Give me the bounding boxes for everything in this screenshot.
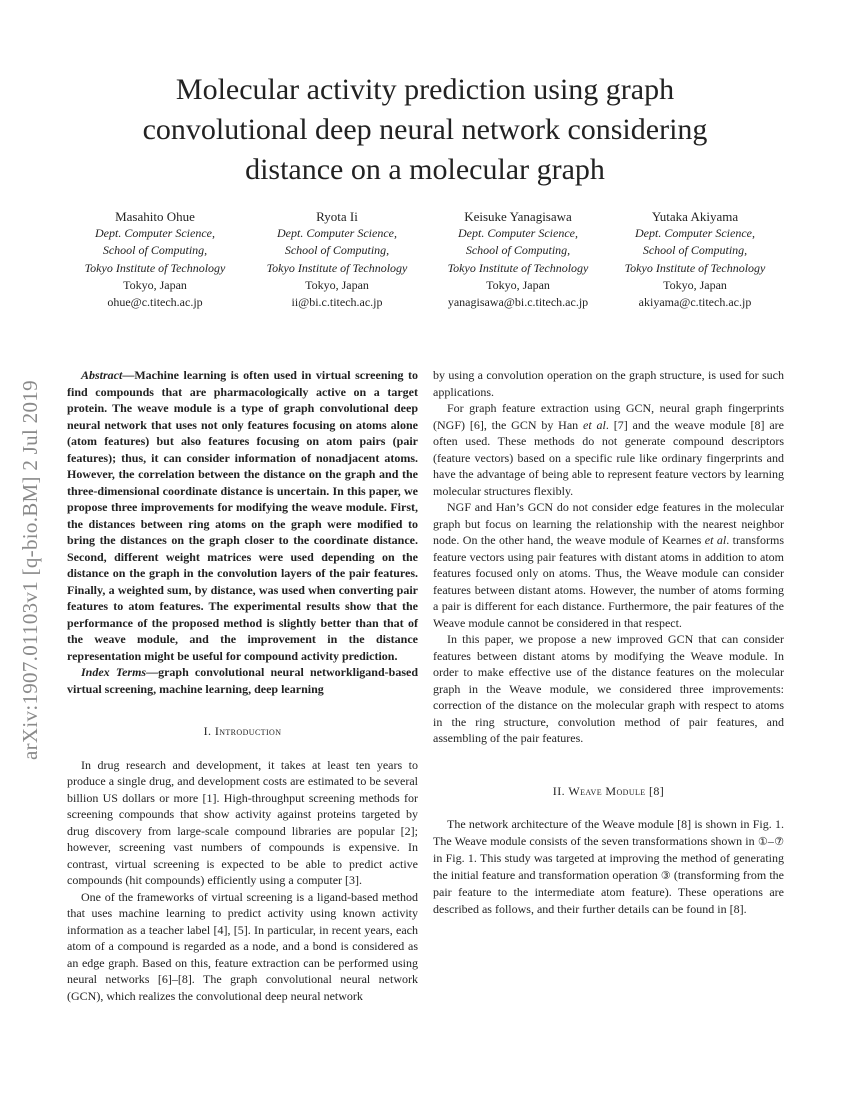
author-email: yanagisawa@bi.c.titech.ac.jp [447,295,589,310]
right-column [433,367,784,917]
circled-one-symbol: ① [757,834,768,848]
title-line-3: distance on a molecular graph [245,153,605,186]
author-institution: Tokyo Institute of Technology [84,260,226,275]
author-3 [428,208,608,311]
paragraph [433,816,784,917]
author-school: School of Computing, [284,243,390,258]
author-dept: Dept. Computer Science, [635,226,755,241]
author-email: ohue@c.titech.ac.jp [107,295,203,310]
paragraph: In drug research and development, it takes at least ten years to produce a single drug, and development costs are estimated to be several billion US dollars or more [1]. High-throughput screening methods for screening compounds that show activity against proteins targeted by drug discovery from large-scale compound libraries are popular [2]; however, screening vast numbers of compounds is expensive. In contrast, virtual screening is expected to be able to predict active compounds (hit compounds) efficiently using a computer [3]. [67,757,418,887]
author-city: Tokyo, Japan [486,277,550,292]
author-institution: Tokyo Institute of Technology [266,260,408,275]
section-numeral: II. [552,783,569,798]
section-heading-weave-module [433,783,784,800]
right-body [433,367,784,747]
author-block [65,208,785,308]
index-terms-text: —graph convolutional neural networkligand-based virtual screening, machine learning, deep learning [67,665,418,696]
paper-title [60,70,790,190]
paragraph: by using a convolution operation on the graph structure, is used for such applications. [433,368,784,399]
author-name: Ryota Ii [316,209,358,224]
text-run: . transforms feature vectors using pair features with distant atoms in addition to atom features focused only on atoms. Thus, the Weave module can consider features between distant atoms. However, the number of atoms forming a pair is different for each distance. Furthermore, the pair features of the Weave module cannot be considered in that respect. [433,533,784,630]
title-line-1: Molecular activity prediction using graph [175,73,675,106]
author-dept: Dept. Computer Science, [277,226,397,241]
author-institution: Tokyo Institute of Technology [447,260,589,275]
author-name: Yutaka Akiyama [651,209,739,224]
text-run: The network architecture of the Weave module [8] is shown in Fig. 1. The Weave module consists of the seven transformations shown in [433,817,784,848]
arxiv-stamp: arXiv:1907.01103v1 [q-bio.BM] 2 Jul 2019 [18,380,42,760]
abstract-paragraph [67,367,418,664]
section-heading-introduction [67,723,418,740]
text-run: . [7] and the weave module [8] are often used. These methods do not generate compound descriptors (feature vectors) based on a specific rule like ordinary fingerprints and have the advantage of being able to represent feature vectors by learning molecular structures flexibly. [433,417,784,498]
author-school: School of Computing, [102,243,208,258]
circled-seven-symbol: ⑦ [773,834,784,848]
author-institution: Tokyo Institute of Technology [624,260,766,275]
section-numeral: I. [203,724,215,738]
text-run: (transforming from the pair feature to the intermediate atom feature). These operations are described as follows, and their further details can be found in [8]. [433,867,784,916]
author-name: Keisuke Yanagisawa [464,209,572,224]
author-city: Tokyo, Japan [123,277,187,292]
author-dept: Dept. Computer Science, [95,226,215,241]
paragraph [433,400,784,499]
section-title: Weave Module [8] [568,783,665,798]
circled-three-symbol: ③ [660,868,671,882]
index-terms [67,664,418,697]
author-school: School of Computing, [642,243,748,258]
author-school: School of Computing, [465,243,571,258]
section-title: Introduction [214,724,282,738]
text-run: NGF and Han’s GCN do not consider edge features in the molecular graph but focus on learning the relationship with the nearest neighbor node. On the other hand, the weave module of Kearnes [433,500,784,547]
paragraph: In this paper, we propose a new improved GCN that can consider features between distant atoms by modifying the Weave module. In order to make effective use of the distance features on the molecular graph in the Weave module, we considered three improvements: correction of the distance on the molecular graph with respect to atoms in the ring structure, convolution method of pair features, and assembling of the pair features. [433,632,784,745]
author-dept: Dept. Computer Science, [458,226,578,241]
author-email: ii@bi.c.titech.ac.jp [291,295,383,310]
paragraph [433,499,784,631]
index-terms-lead: Index Terms [81,665,147,679]
author-1 [65,208,245,311]
introduction-body [67,757,418,1005]
text-run: For graph feature extraction using GCN, neural graph fingerprints (NGF) [6], the GCN by Han [433,401,784,432]
text-run: in Fig. 1. This study was targeted at improving the method of generating the initial feature and transformation operation [433,851,784,882]
author-city: Tokyo, Japan [663,277,727,292]
left-column [67,367,418,1004]
author-name: Masahito Ohue [115,209,195,224]
author-email: akiyama@c.titech.ac.jp [638,295,752,310]
weave-module-body [433,816,784,917]
title-line-2: convolutional deep neural network considering [142,113,708,146]
abstract [67,367,418,697]
author-2 [247,208,427,311]
text-run: et al [704,533,727,547]
abstract-text: —Machine learning is often used in virtual screening to find compounds that are pharmacologically active on a target protein. The weave module is a type of graph convolutional deep neural network that uses not only features focusing on atoms alone (atom features) but also features focusing on atom pairs (pair features); thus, it can consider information of nonadjacent atoms. However, the correlation between the distance on the graph and the three-dimensional coordinate distance is uncertain. In this paper, we propose three improvements for modifying the weave module. First, the distances between ring atoms on the graph were modified to bring the distances on the graph closer to the coordinate distance. Second, different weight matrices were used depending on the distance on the graph in the convolution layers of the pair features. Finally, a weighted sum, by distance, was used when converting pair features to atom features. The experimental results show that the performance of the proposed method is slightly better than that of the weave module, and the improvement in the distance representation might be useful for compound activity prediction. [67,368,418,663]
text-run: – [767,833,774,848]
author-4 [605,208,785,311]
paragraph: One of the frameworks of virtual screening is a ligand-based method that uses machine learning to predict activity using known activity information as a teacher label [4], [5]. In particular, in recent years, each atom of a compound is regarded as a node, and a bond is considered as an edge graph. Based on this, feature extraction can be performed using neural networks [6]–[8]. The graph convolutional neural network (GCN), which realizes the convolutional deep neural network [67,889,418,1003]
abstract-lead: Abstract [81,368,123,382]
author-city: Tokyo, Japan [305,277,369,292]
text-run: et al [583,417,606,432]
